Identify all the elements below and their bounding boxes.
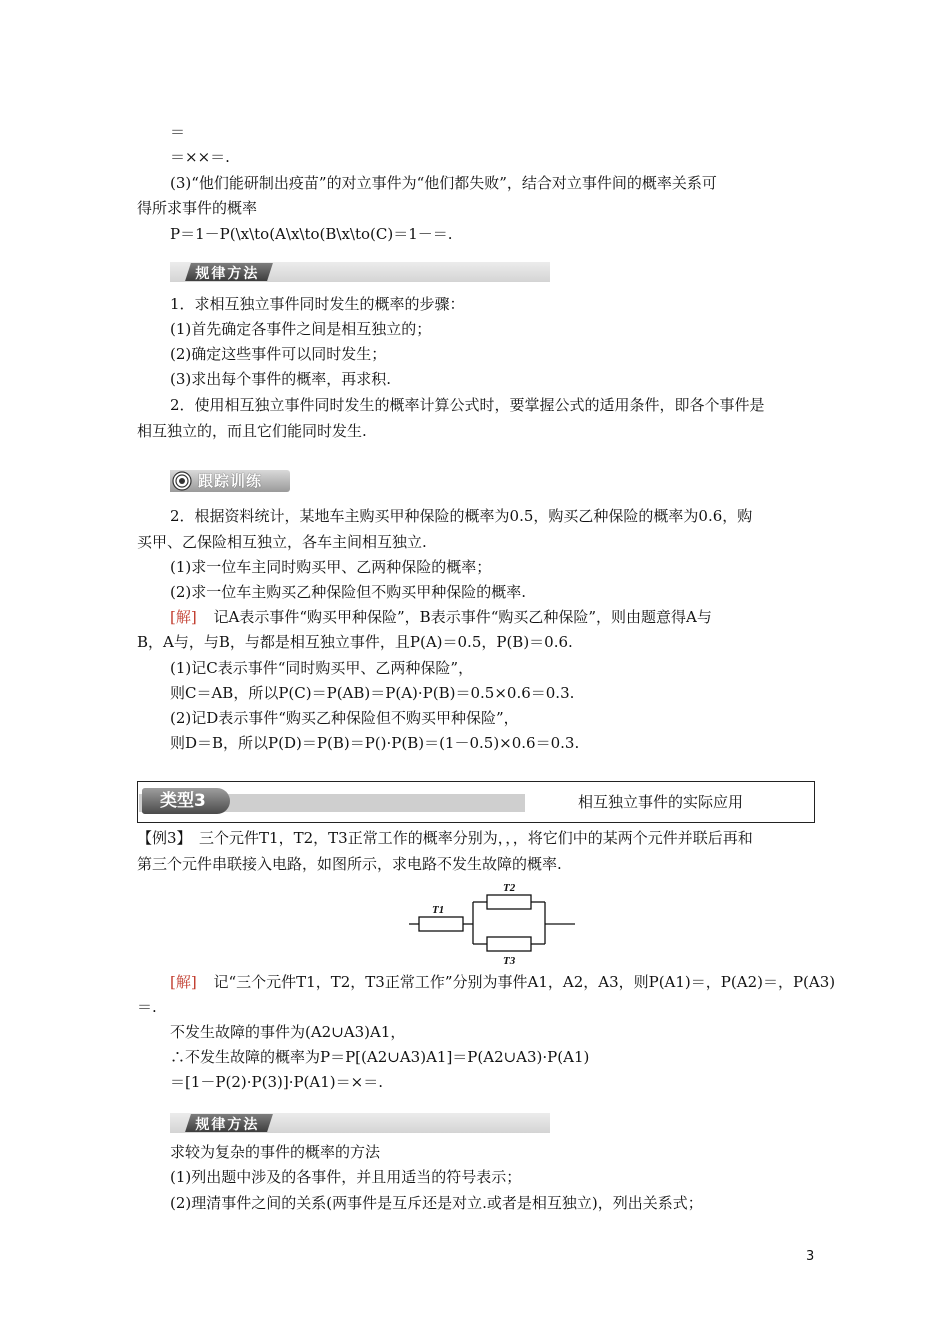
resistor-t3: [487, 937, 531, 951]
solution-line: 不发生故障的事件为(A2∪A3)A1，: [170, 1023, 406, 1041]
solution-line: (1)记C表示事件“同时购买甲、乙两种保险”，: [170, 659, 474, 677]
type-header: [137, 781, 815, 823]
solution-line: 则D＝B，所以P(D)＝P(B)＝P()·P(B)＝(1－0.5)×0.6＝0.3.: [170, 734, 580, 752]
tracking-label: 跟踪训练: [198, 472, 263, 490]
type-title: 相互独立事件的实际应用: [578, 793, 744, 811]
resistor-t1: [419, 917, 463, 931]
solution-line: [170, 972, 835, 992]
method-line: (2)理清事件之间的关系(两事件是互斥还是对立.或者是相互独立)，列出关系式；: [170, 1194, 703, 1212]
solution-tag: [解]: [170, 608, 197, 626]
solution-line: ＝[1－P(2)·P(3)]·P(A1)＝×＝.: [170, 1073, 383, 1091]
formula-line: ＝: [170, 123, 186, 141]
exercise-line: (1)求一位车主同时购买甲、乙两种保险的概率；: [170, 558, 492, 576]
method-banner-label: 规律方法: [195, 266, 260, 282]
example-line: 第三个元件串联接入电路，如图所示，求电路不发生故障的概率.: [137, 855, 562, 873]
exercise-line: (2)求一位车主购买乙种保险但不购买甲种保险的概率.: [170, 583, 527, 601]
tracking-banner: [170, 470, 290, 492]
method-banner-tab: [185, 263, 273, 281]
method-line: (1)首先确定各事件之间是相互独立的；: [170, 320, 432, 338]
type-label: 类型3: [160, 791, 206, 811]
target-icon: [172, 471, 192, 491]
label-t1: T1: [432, 904, 445, 916]
method-line: 相互独立的，而且它们能同时发生.: [137, 422, 367, 440]
type-tab: [142, 788, 230, 814]
method-banner-tab: [185, 1114, 273, 1132]
method-banner: [170, 262, 550, 282]
page-number: 3: [806, 1249, 815, 1264]
solution-line: [170, 607, 712, 627]
method-line: 1．求相互独立事件同时发生的概率的步骤：: [170, 295, 465, 313]
resistor-t2: [487, 895, 531, 909]
method-line: 求较为复杂的事件的概率的方法: [170, 1143, 381, 1161]
exercise-line: 买甲、乙保险相互独立，各车主间相互独立.: [137, 533, 427, 551]
solution-line: ＝.: [137, 998, 157, 1016]
solution-line: B，A与，与B，与都是相互独立事件，且P(A)＝0.5，P(B)＝0.6.: [137, 633, 573, 651]
solution-tag: [解]: [170, 973, 197, 991]
solution-line: ∴不发生故障的概率为P＝P[(A2∪A3)A1]＝P(A2∪A3)·P(A1): [170, 1048, 590, 1066]
solution-line: 则C＝AB，所以P(C)＝P(AB)＝P(A)·P(B)＝0.5×0.6＝0.3.: [170, 684, 575, 702]
method-banner-label: 规律方法: [195, 1117, 260, 1133]
method-line: (1)列出题中涉及的各事件，并且用适当的符号表示；: [170, 1168, 522, 1186]
method-line: (2)确定这些事件可以同时发生；: [170, 345, 387, 363]
label-t2: T2: [503, 882, 516, 894]
label-t3: T3: [503, 955, 516, 967]
example-line: 【例3】 三个元件T1，T2，T3正常工作的概率分别为，，，将它们中的某两个元件并联后再和: [137, 829, 753, 847]
solution-text: 记“三个元件T1，T2，T3正常工作”分别为事件A1，A2，A3，则P(A1)＝，P(A2)＝，P(A3): [213, 973, 836, 991]
method-banner: [170, 1113, 550, 1133]
method-line: (3)求出每个事件的概率，再求积.: [170, 370, 392, 388]
solution-text: 记A表示事件“购买甲种保险”，B表示事件“购买乙种保险”，则由题意得A与: [213, 608, 712, 626]
paragraph-line: (3)“他们能研制出疫苗”的对立事件为“他们都失败”，结合对立事件间的概率关系可: [170, 174, 717, 192]
method-line: 2．使用相互独立事件同时发生的概率计算公式时，要掌握公式的适用条件，即各个事件是: [170, 396, 765, 414]
solution-line: (2)记D表示事件“购买乙种保险但不购买甲种保险”，: [170, 709, 519, 727]
paragraph-line: 得所求事件的概率: [137, 199, 258, 217]
circuit-diagram: [405, 880, 580, 968]
formula-line: P＝1－P(\x\to(A\x\to(B\x\to(C)＝1－＝.: [170, 225, 453, 243]
exercise-line: 2．根据资料统计，某地车主购买甲种保险的概率为0.5，购买乙种保险的概率为0.6，购: [170, 507, 753, 525]
formula-line: ＝××＝.: [170, 148, 230, 166]
